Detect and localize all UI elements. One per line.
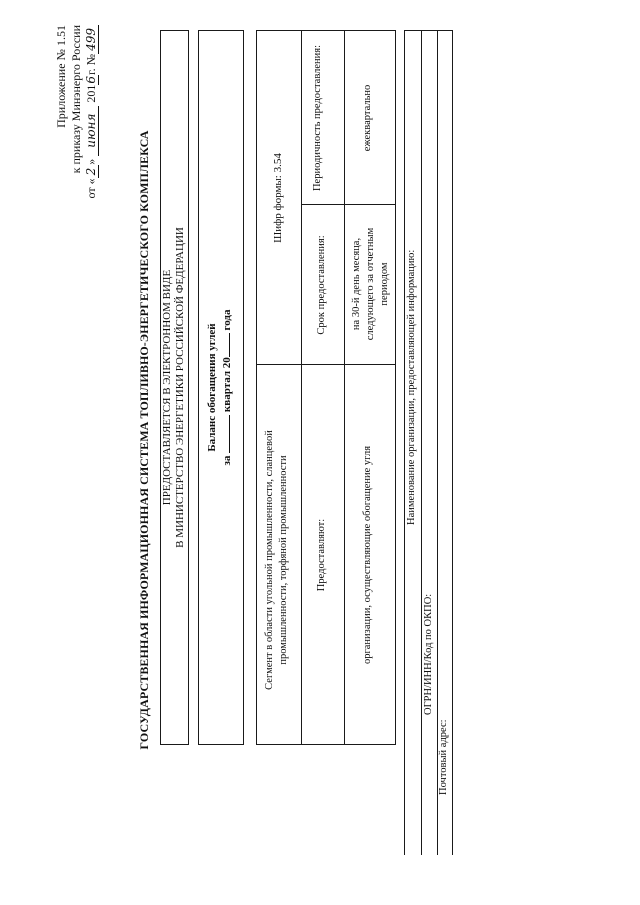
order-month: июня	[84, 106, 99, 156]
appendix-order-ref: к приказу Минэнерго России	[69, 25, 83, 174]
table-header-periodicity: Периодичность предоставления:	[312, 44, 323, 192]
table-header-deadline: Срок предоставления:	[316, 235, 327, 335]
appendix-number: Приложение № 1.51	[54, 25, 68, 128]
submission-line-1: ПРЕДОСТАВЛЯЕТСЯ В ЭЛЕКТРОННОМ ВИДЕ	[161, 269, 173, 506]
organization-address-label: Почтовый адрес:	[438, 719, 449, 795]
table-header-provider: Предоставляют:	[316, 518, 327, 592]
year-blank	[229, 333, 230, 357]
order-year-digit: 6	[84, 75, 98, 84]
table-cell-deadline: на 30-й день месяца, следующего за отчетным периодом	[351, 227, 390, 341]
appendix-block	[54, 25, 99, 233]
appendix-order-date: от «2» июня 2016г. №499	[84, 25, 99, 233]
organization-ogrn-label: ОГРН/ИНН/Код по ОКПО:	[423, 593, 434, 715]
table-cell-provider: организации, осуществляющие обогащение угля	[362, 445, 373, 665]
order-number: 499	[84, 25, 99, 54]
submission-line-2: В МИНИСТЕРСТВО ЭНЕРГЕТИКИ РОССИЙСКОЙ ФЕДЕРАЦИИ	[174, 227, 186, 548]
table-cell-periodicity: ежеквартально	[362, 84, 373, 152]
form-title: Баланс обогащения углей	[206, 323, 218, 452]
submission-block	[160, 30, 189, 745]
form-code: Шифр формы: 3.54	[272, 153, 284, 243]
order-day: 2	[84, 165, 99, 179]
form-period: за квартал 20 года	[221, 309, 233, 466]
segment-description: Сегмент в области угольной промышленности, сланцевой промышленности, торфяной промышленности	[264, 430, 289, 690]
quarter-blank	[229, 415, 230, 453]
organization-name-label: Наименование организации, предоставляющей информацию:	[406, 249, 417, 525]
form-title-block	[205, 30, 235, 745]
main-title: ГОСУДАРСТВЕННАЯ ИНФОРМАЦИОННАЯ СИСТЕМА ТОПЛИВНО-ЭНЕРГЕТИЧЕСКОГО КОМПЛЕКСА	[137, 130, 151, 750]
